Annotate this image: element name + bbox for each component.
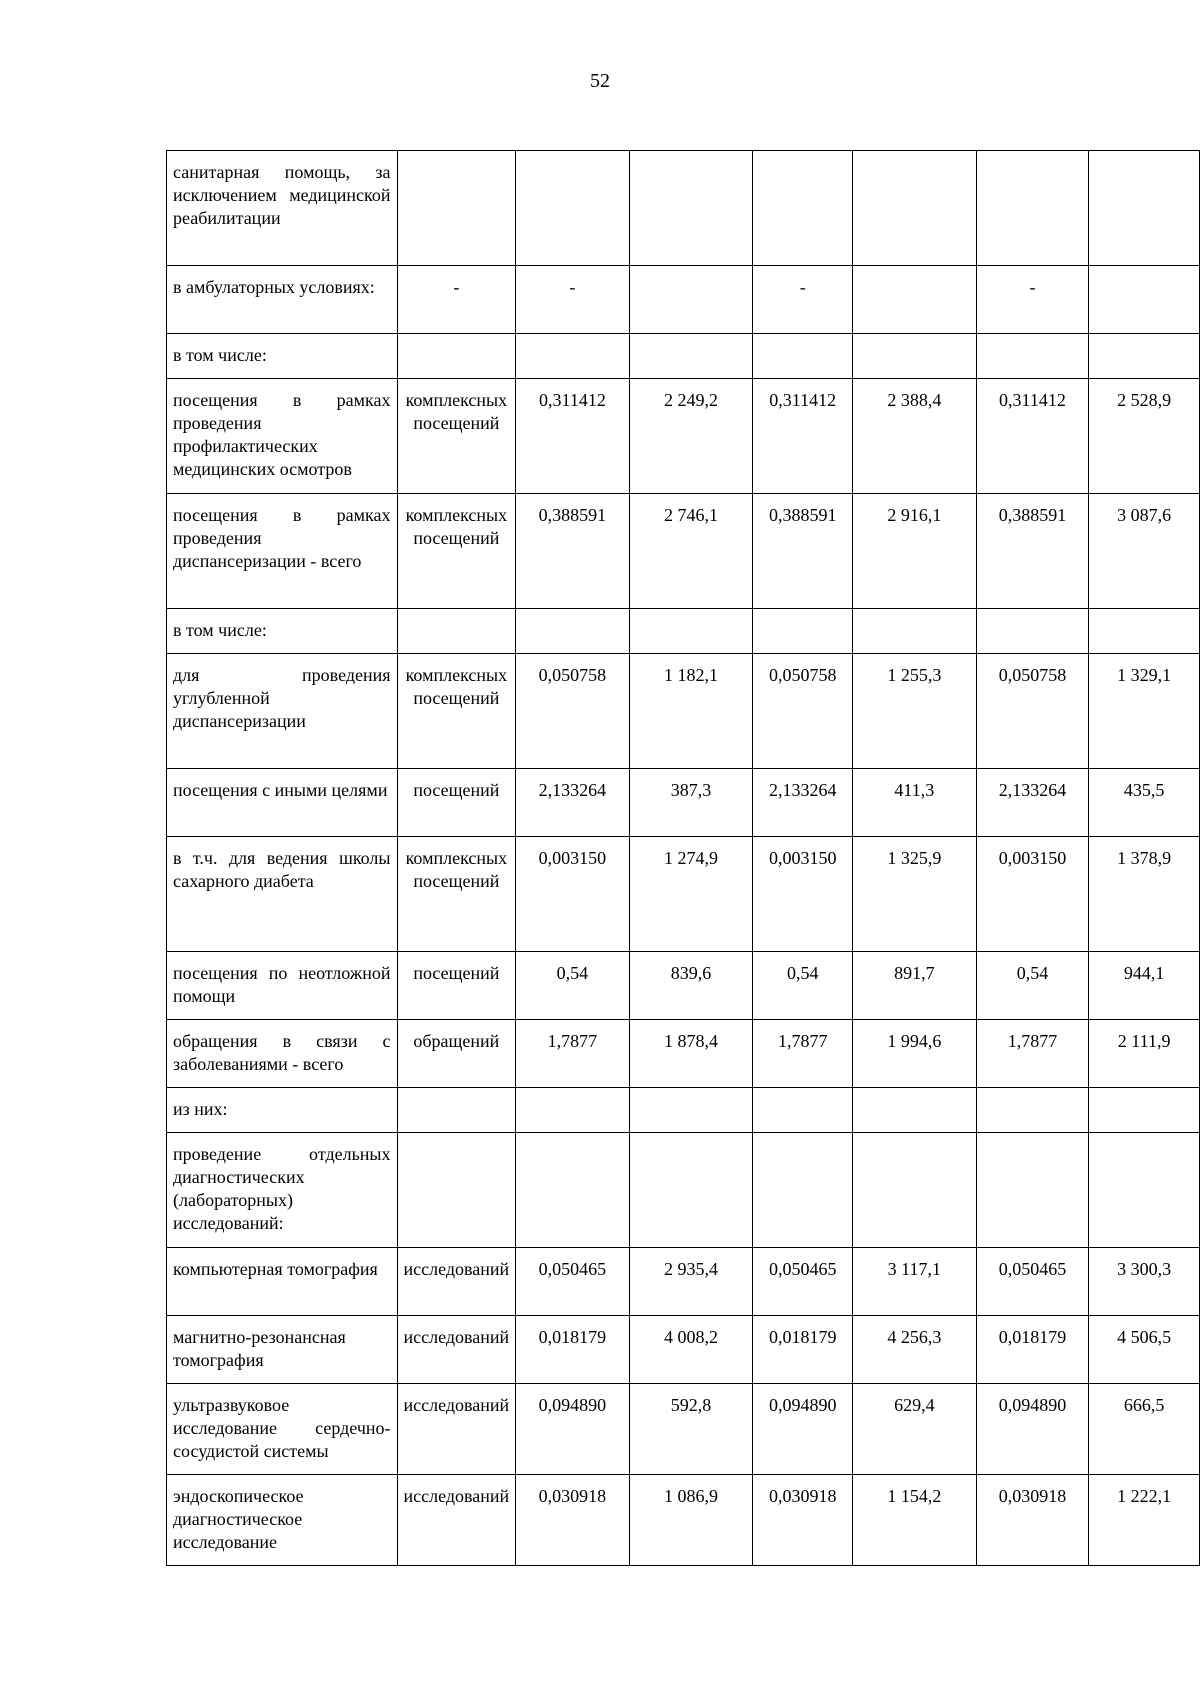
value-cell xyxy=(753,1088,853,1133)
value-cell xyxy=(852,609,976,654)
value-cell: 4 506,5 xyxy=(1089,1316,1200,1384)
table-row xyxy=(167,1133,1200,1248)
row-name-cell: в том числе: xyxy=(167,334,398,379)
value-cell: 2 388,4 xyxy=(852,379,976,494)
unit-cell: исследований xyxy=(397,1475,516,1566)
table-row xyxy=(167,1088,1200,1133)
value-cell xyxy=(852,1133,976,1248)
unit-cell xyxy=(397,334,516,379)
value-cell: 0,094890 xyxy=(976,1384,1089,1475)
row-name-cell: проведение отдельных диагностических (лабораторных) исследований: xyxy=(167,1133,398,1248)
row-name-cell: обращения в связи с заболеваниями - всего xyxy=(167,1020,398,1088)
table-row xyxy=(167,654,1200,769)
table-row xyxy=(167,1384,1200,1475)
value-cell xyxy=(629,1088,753,1133)
value-cell: 0,050758 xyxy=(753,654,853,769)
row-name-cell: в амбулаторных условиях: xyxy=(167,266,398,334)
value-cell: 2 528,9 xyxy=(1089,379,1200,494)
value-cell xyxy=(852,334,976,379)
value-cell: 2 746,1 xyxy=(629,494,753,609)
value-cell xyxy=(976,334,1089,379)
row-name-cell: посещения в рамках проведения диспансеризации - всего xyxy=(167,494,398,609)
table-row xyxy=(167,494,1200,609)
value-cell: 0,54 xyxy=(976,952,1089,1020)
value-cell xyxy=(976,1088,1089,1133)
value-cell: 0,030918 xyxy=(753,1475,853,1566)
value-cell: 0,018179 xyxy=(753,1316,853,1384)
value-cell: 1 274,9 xyxy=(629,837,753,952)
value-cell: 592,8 xyxy=(629,1384,753,1475)
value-cell: 1,7877 xyxy=(516,1020,630,1088)
value-cell xyxy=(629,334,753,379)
value-cell: 2,133264 xyxy=(516,769,630,837)
value-cell: 435,5 xyxy=(1089,769,1200,837)
value-cell xyxy=(1089,151,1200,266)
value-cell xyxy=(852,266,976,334)
table-row xyxy=(167,837,1200,952)
value-cell: 1 878,4 xyxy=(629,1020,753,1088)
value-cell xyxy=(1089,266,1200,334)
value-cell: 1 325,9 xyxy=(852,837,976,952)
row-name-cell: в т.ч. для ведения школы сахарного диабета xyxy=(167,837,398,952)
value-cell: 1 154,2 xyxy=(852,1475,976,1566)
value-cell: 0,003150 xyxy=(753,837,853,952)
value-cell xyxy=(753,334,853,379)
table-row xyxy=(167,379,1200,494)
value-cell: 4 008,2 xyxy=(629,1316,753,1384)
value-cell: 4 256,3 xyxy=(852,1316,976,1384)
row-name-cell: посещения в рамках проведения профилактических медицинских осмотров xyxy=(167,379,398,494)
unit-cell: комплексных посещений xyxy=(397,494,516,609)
value-cell xyxy=(516,1088,630,1133)
value-cell: 2 111,9 xyxy=(1089,1020,1200,1088)
value-cell: 1 255,3 xyxy=(852,654,976,769)
value-cell xyxy=(629,266,753,334)
value-cell: 1 378,9 xyxy=(1089,837,1200,952)
unit-cell: комплексных посещений xyxy=(397,379,516,494)
value-cell: - xyxy=(976,266,1089,334)
value-cell: 0,030918 xyxy=(976,1475,1089,1566)
value-cell: 1 182,1 xyxy=(629,654,753,769)
value-cell: 0,094890 xyxy=(753,1384,853,1475)
value-cell xyxy=(852,151,976,266)
value-cell: 839,6 xyxy=(629,952,753,1020)
table-row xyxy=(167,151,1200,266)
value-cell: 0,050465 xyxy=(516,1248,630,1316)
value-cell xyxy=(629,1133,753,1248)
value-cell xyxy=(516,151,630,266)
value-cell: 1 222,1 xyxy=(1089,1475,1200,1566)
value-cell: 0,003150 xyxy=(976,837,1089,952)
value-cell: 0,54 xyxy=(516,952,630,1020)
row-name-cell: для проведения углубленной диспансеризации xyxy=(167,654,398,769)
unit-cell xyxy=(397,1133,516,1248)
unit-cell: посещений xyxy=(397,952,516,1020)
unit-cell xyxy=(397,151,516,266)
rates-table xyxy=(166,150,1200,1566)
row-name-cell: эндоскопическое диагностическое исследование xyxy=(167,1475,398,1566)
row-name-cell: из них: xyxy=(167,1088,398,1133)
value-cell xyxy=(1089,1088,1200,1133)
value-cell: 1 329,1 xyxy=(1089,654,1200,769)
value-cell: 0,018179 xyxy=(976,1316,1089,1384)
unit-cell: комплексных посещений xyxy=(397,837,516,952)
value-cell: 2 249,2 xyxy=(629,379,753,494)
value-cell xyxy=(976,1133,1089,1248)
unit-cell xyxy=(397,609,516,654)
table-body xyxy=(167,151,1200,1566)
page-number: 52 xyxy=(590,70,610,92)
unit-cell: комплексных посещений xyxy=(397,654,516,769)
value-cell: 1 994,6 xyxy=(852,1020,976,1088)
value-cell xyxy=(1089,334,1200,379)
value-cell: 1,7877 xyxy=(976,1020,1089,1088)
table-row xyxy=(167,769,1200,837)
value-cell xyxy=(516,609,630,654)
value-cell: 2,133264 xyxy=(753,769,853,837)
value-cell: 411,3 xyxy=(852,769,976,837)
value-cell: 944,1 xyxy=(1089,952,1200,1020)
value-cell: 891,7 xyxy=(852,952,976,1020)
value-cell xyxy=(1089,609,1200,654)
value-cell xyxy=(629,151,753,266)
value-cell: 0,030918 xyxy=(516,1475,630,1566)
value-cell: 0,54 xyxy=(753,952,853,1020)
value-cell: 0,388591 xyxy=(753,494,853,609)
value-cell: 0,311412 xyxy=(753,379,853,494)
value-cell: 0,003150 xyxy=(516,837,630,952)
value-cell: 3 117,1 xyxy=(852,1248,976,1316)
value-cell xyxy=(976,609,1089,654)
row-name-cell: компьютерная томография xyxy=(167,1248,398,1316)
table-row xyxy=(167,1248,1200,1316)
value-cell: 2 935,4 xyxy=(629,1248,753,1316)
unit-cell: исследований xyxy=(397,1316,516,1384)
value-cell xyxy=(516,334,630,379)
value-cell: 0,094890 xyxy=(516,1384,630,1475)
table-row xyxy=(167,1475,1200,1566)
unit-cell: - xyxy=(397,266,516,334)
unit-cell xyxy=(397,1088,516,1133)
row-name-cell: посещения по неотложной помощи xyxy=(167,952,398,1020)
value-cell: 0,050758 xyxy=(976,654,1089,769)
value-cell: 0,050758 xyxy=(516,654,630,769)
value-cell xyxy=(753,609,853,654)
value-cell: 3 300,3 xyxy=(1089,1248,1200,1316)
row-name-cell: ультразвуковое исследование сердечно-сосудистой системы xyxy=(167,1384,398,1475)
value-cell: - xyxy=(516,266,630,334)
unit-cell: посещений xyxy=(397,769,516,837)
value-cell: 3 087,6 xyxy=(1089,494,1200,609)
row-name-cell: магнитно-резонансная томография xyxy=(167,1316,398,1384)
value-cell: 629,4 xyxy=(852,1384,976,1475)
value-cell: - xyxy=(753,266,853,334)
value-cell xyxy=(516,1133,630,1248)
value-cell: 2,133264 xyxy=(976,769,1089,837)
row-name-cell: посещения с иными целями xyxy=(167,769,398,837)
table-row xyxy=(167,1316,1200,1384)
value-cell: 0,388591 xyxy=(976,494,1089,609)
value-cell xyxy=(629,609,753,654)
table-row xyxy=(167,266,1200,334)
value-cell: 0,050465 xyxy=(976,1248,1089,1316)
table-row xyxy=(167,1020,1200,1088)
value-cell xyxy=(1089,1133,1200,1248)
value-cell: 0,311412 xyxy=(516,379,630,494)
value-cell xyxy=(753,151,853,266)
unit-cell: обращений xyxy=(397,1020,516,1088)
table-row xyxy=(167,609,1200,654)
row-name-cell: в том числе: xyxy=(167,609,398,654)
value-cell: 0,018179 xyxy=(516,1316,630,1384)
value-cell: 0,311412 xyxy=(976,379,1089,494)
value-cell: 1 086,9 xyxy=(629,1475,753,1566)
value-cell: 0,388591 xyxy=(516,494,630,609)
row-name-cell: санитарная помощь, за исключением медицинской реабилитации xyxy=(167,151,398,266)
value-cell xyxy=(753,1133,853,1248)
table-row xyxy=(167,952,1200,1020)
value-cell: 0,050465 xyxy=(753,1248,853,1316)
value-cell xyxy=(852,1088,976,1133)
value-cell: 387,3 xyxy=(629,769,753,837)
unit-cell: исследований xyxy=(397,1248,516,1316)
table-row xyxy=(167,334,1200,379)
value-cell xyxy=(976,151,1089,266)
value-cell: 666,5 xyxy=(1089,1384,1200,1475)
value-cell: 2 916,1 xyxy=(852,494,976,609)
unit-cell: исследований xyxy=(397,1384,516,1475)
value-cell: 1,7877 xyxy=(753,1020,853,1088)
